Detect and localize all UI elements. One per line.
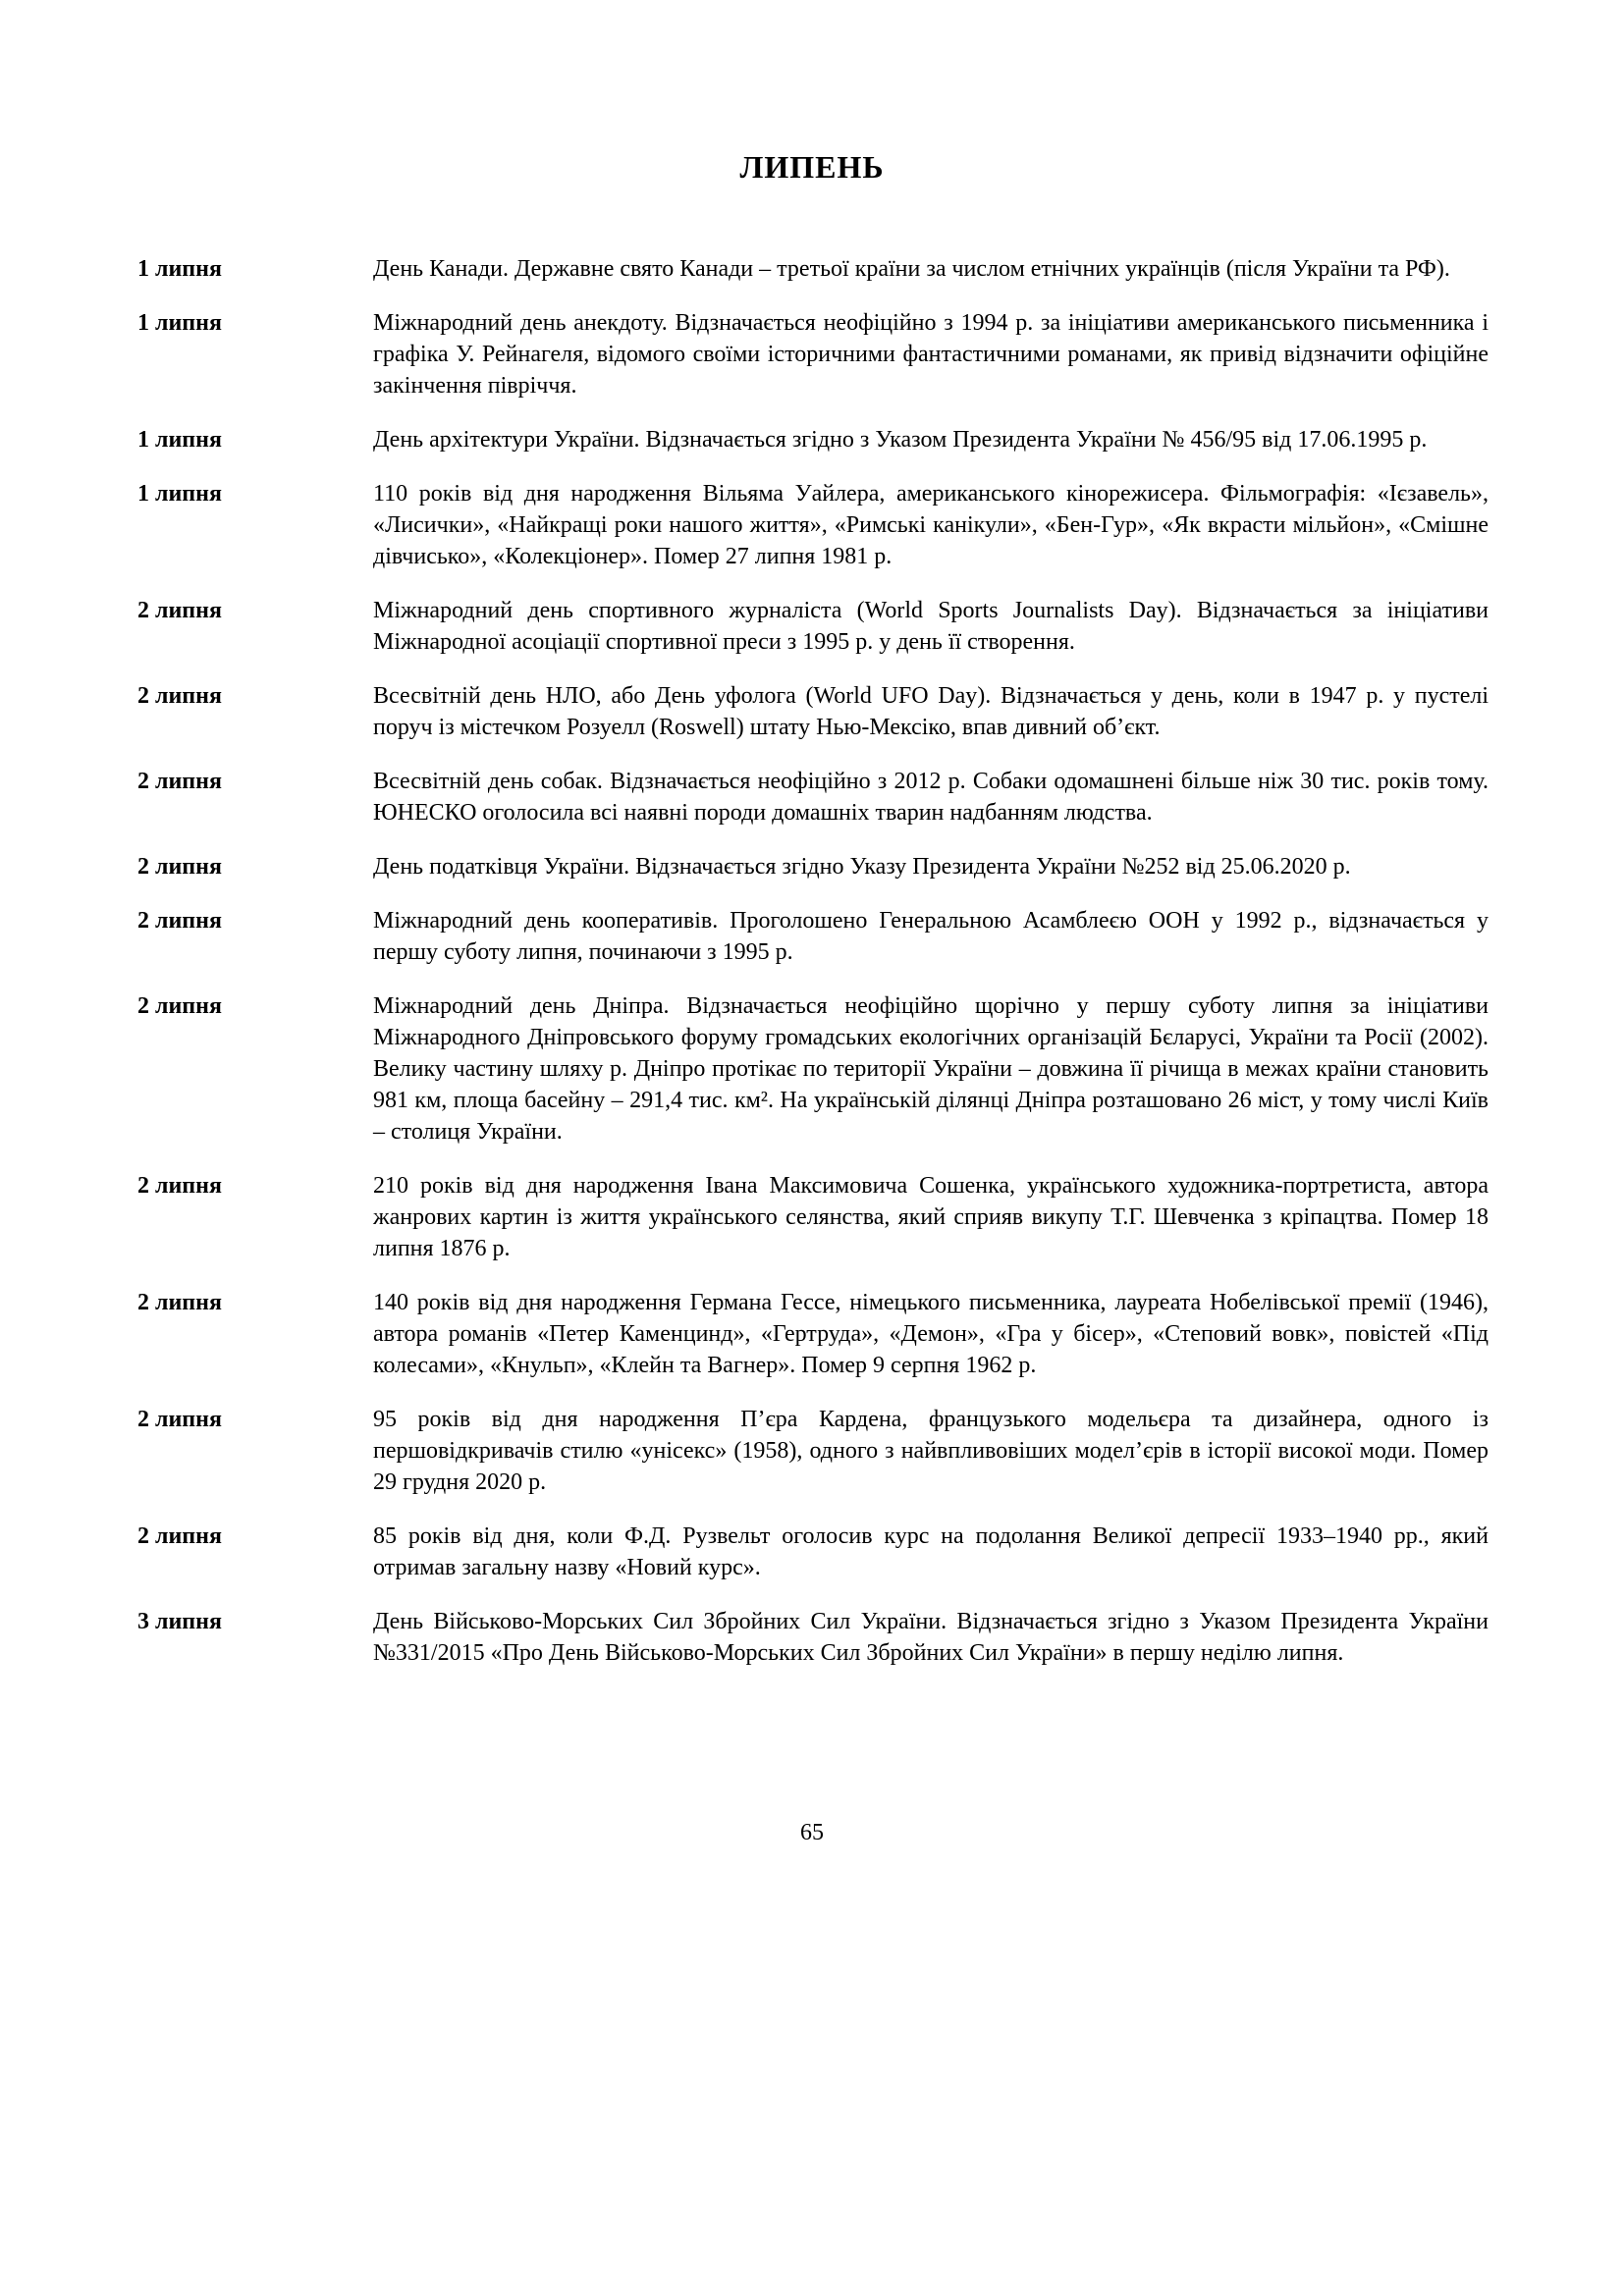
calendar-entry: [137, 1404, 1492, 1498]
calendar-entries-list: [137, 253, 1492, 1691]
entry-date: 3 липня: [137, 1609, 222, 1634]
entry-date: 2 липня: [137, 993, 222, 1019]
entry-date: 1 липня: [137, 427, 222, 453]
entry-date: 1 липня: [137, 310, 222, 336]
calendar-entry: [137, 905, 1492, 968]
entry-date: 2 липня: [137, 1173, 222, 1199]
calendar-entry: [137, 766, 1492, 828]
entry-description: 85 років від дня, коли Ф.Д. Рузвельт оголосив курс на подолання Великої депресії 1933–1940 рр., який отримав загальну назву «Новий курс».: [373, 1523, 1489, 1580]
calendar-entry: [137, 1606, 1492, 1669]
entry-date: 2 липня: [137, 908, 222, 934]
entry-description: Міжнародний день спортивного журналіста (World Sports Journalists Day). Відзначається за ініціативи Міжнародної асоціації спортивної преси з 1995 р. у день її створення.: [373, 598, 1489, 655]
calendar-entry: [137, 1521, 1492, 1583]
entry-date: 2 липня: [137, 1407, 222, 1432]
entry-date: 1 липня: [137, 256, 222, 282]
entry-date: 2 липня: [137, 1523, 222, 1549]
entry-description: День Канади. Державне свято Канади – третьої країни за числом етнічних українців (після України та РФ).: [373, 256, 1450, 282]
entry-description: Міжнародний день Дніпра. Відзначається неофіційно щорічно у першу суботу липня за ініціативи Міжнародного Дніпровського форуму громадських екологічних організацій Бєларусі, України та Росії (2002). Велику частину шляху р. Дніпро протікає по території України – довжина її річища в межах країни становить 981 км, площа басейну – 291,4 тис. км². На українській ділянці Дніпра розташовано 26 міст, у тому числі Київ – столиця України.: [373, 993, 1489, 1145]
entry-description: Міжнародний день анекдоту. Відзначається неофіційно з 1994 р. за ініціативи американського письменника і графіка У. Рейнагеля, відомого своїми історичними фантастичними романами, як привід відзначити офіційне закінчення півріччя.: [373, 310, 1489, 399]
entry-date: 2 липня: [137, 683, 222, 709]
entry-description: 210 років від дня народження Івана Максимовича Сошенка, українського художника-портретиста, автора жанрових картин із життя українського селянства, який сприяв викупу Т.Г. Шевченка з кріпацтва. Помер 18 липня 1876 р.: [373, 1173, 1489, 1261]
entry-description: Всесвітній день собак. Відзначається неофіційно з 2012 р. Собаки одомашнені більше ніж 30 тис. років тому. ЮНЕСКО оголосила всі наявні породи домашніх тварин надбанням людства.: [373, 769, 1489, 826]
entry-description: День податківця України. Відзначається згідно Указу Президента України №252 від 25.06.2020 р.: [373, 854, 1351, 880]
entry-date: 2 липня: [137, 769, 222, 794]
calendar-entry: [137, 990, 1492, 1148]
entry-date: 2 липня: [137, 598, 222, 623]
page-number: 65: [800, 1820, 824, 1845]
entry-description: Міжнародний день кооперативів. Проголошено Генеральною Асамблеєю ООН у 1992 р., відзначається у першу суботу липня, починаючи з 1995 р.: [373, 908, 1489, 965]
calendar-entry: [137, 253, 1492, 285]
calendar-entry: [137, 680, 1492, 743]
calendar-entry: [137, 478, 1492, 572]
entry-date: 2 липня: [137, 854, 222, 880]
calendar-entry: [137, 307, 1492, 401]
entry-description: 95 років від дня народження П’єра Кардена, французького модельєра та дизайнера, одного із першовідкривачів стилю «унісекс» (1958), одного з найвпливовіших модел’єрів в історії високої моди. Помер 29 грудня 2020 р.: [373, 1407, 1489, 1495]
entry-description: 110 років від дня народження Вільяма Уайлера, американського кінорежисера. Фільмографія: «Ієзавель», «Лисички», «Найкращі роки нашого життя», «Римські канікули», «Бен-Гур», «Як вкрасти мільйон», «Смішне дівчисько», «Колекціонер». Помер 27 липня 1981 р.: [373, 481, 1489, 569]
calendar-entry: [137, 424, 1492, 455]
entry-description: День архітектури України. Відзначається згідно з Указом Президента України № 456/95 від 17.06.1995 р.: [373, 427, 1428, 453]
entry-date: 1 липня: [137, 481, 222, 507]
entry-description: День Військово-Морських Сил Збройних Сил України. Відзначається згідно з Указом Президента України №331/2015 «Про День Військово-Морських Сил Збройних Сил України» в першу неділю липня.: [373, 1609, 1489, 1666]
calendar-entry: [137, 1170, 1492, 1264]
entry-description: Всесвітній день НЛО, або День уфолога (World UFO Day). Відзначається у день, коли в 1947 р. у пустелі поруч із містечком Розуелл (Roswell) штату Нью-Мексіко, впав дивний об’єкт.: [373, 683, 1489, 740]
entry-date: 2 липня: [137, 1290, 222, 1315]
calendar-entry: [137, 1287, 1492, 1381]
entry-description: 140 років від дня народження Германа Гессе, німецького письменника, лауреата Нобелівської премії (1946), автора романів «Петер Каменцинд», «Гертруда», «Демон», «Гра у бісер», «Степовий вовк», повістей «Під колесами», «Кнульп», «Клейн та Вагнер». Помер 9 серпня 1962 р.: [373, 1290, 1489, 1378]
calendar-entry: [137, 851, 1492, 882]
calendar-entry: [137, 595, 1492, 658]
page-title: ЛИПЕНЬ: [739, 149, 885, 185]
